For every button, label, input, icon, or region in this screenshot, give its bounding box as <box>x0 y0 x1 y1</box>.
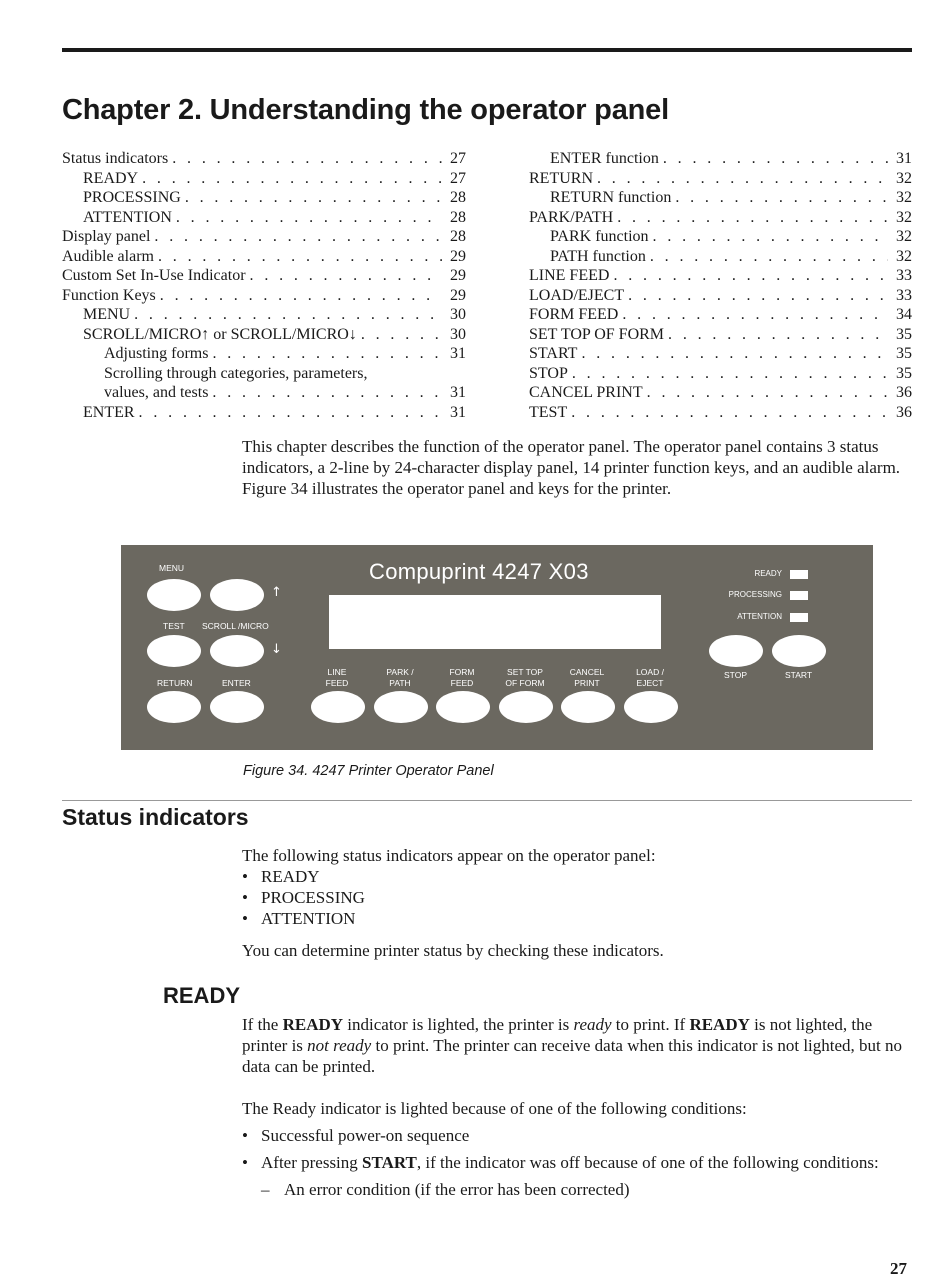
cancel-print-key[interactable] <box>561 691 615 723</box>
toc-leader-dots <box>176 209 442 227</box>
cancel-print-key-label: CANCEL PRINT <box>569 667 605 688</box>
toc-page-number: 28 <box>450 228 466 245</box>
attention-indicator-light <box>790 613 808 622</box>
toc-entry-title: LINE FEED <box>529 267 610 284</box>
form-feed-key[interactable] <box>436 691 490 723</box>
toc-entry[interactable] <box>62 150 466 170</box>
toc-page-number: 31 <box>450 403 466 421</box>
page-number: 27 <box>890 1259 907 1278</box>
stop-key-label: STOP <box>724 670 747 680</box>
toc-entry-title: ATTENTION <box>83 208 172 226</box>
toc-entry[interactable] <box>62 267 466 287</box>
toc-right-column <box>529 150 912 423</box>
toc-leader-dots <box>172 150 442 168</box>
toc-leader-dots <box>613 267 888 285</box>
toc-page-number: 27 <box>450 169 466 187</box>
toc-page-number: 28 <box>450 189 466 206</box>
toc-entry-title: FORM FEED <box>529 306 619 323</box>
panel-brand-label: Compuprint 4247 X03 <box>369 559 589 584</box>
toc-entry-title: MENU <box>83 306 131 323</box>
toc-page-number: 35 <box>896 364 912 382</box>
toc-page-number: 36 <box>896 403 912 421</box>
toc-leader-dots <box>572 365 888 383</box>
toc-page-number: 29 <box>450 247 466 265</box>
toc-leader-dots <box>663 150 888 168</box>
toc-entry-title: READY <box>83 169 139 187</box>
ready-indicator-label: READY <box>754 569 782 578</box>
toc-leader-dots <box>647 384 888 402</box>
line-feed-key-label: LINE FEED <box>325 667 349 688</box>
toc-page-number: 36 <box>896 384 912 401</box>
toc-page-number: 35 <box>896 325 912 343</box>
toc-entry[interactable] <box>62 306 466 326</box>
toc-entry[interactable] <box>62 365 466 385</box>
toc-leader-dots <box>617 209 888 227</box>
toc-entry-title: Scrolling through categories, parameters, <box>104 364 368 382</box>
ready-paragraph-1: If the READY indicator is lighted, the printer is ready to print. If READY is not lighted, the printer is not ready to print. The printer can receive data when this indicator is not lighted, but no data can be printed. <box>242 1015 903 1076</box>
operator-panel-figure <box>121 545 873 750</box>
toc-entry[interactable] <box>62 345 466 365</box>
toc-page-number: 32 <box>896 247 912 265</box>
toc-entry-title: ENTER <box>83 403 135 421</box>
toc-leader-dots <box>361 326 442 344</box>
toc-left-column <box>62 150 466 423</box>
ready-conditions-list <box>242 1125 902 1173</box>
ready-subconditions-list <box>242 1179 902 1200</box>
toc-page-number: 31 <box>896 150 912 167</box>
load-eject-key[interactable] <box>624 691 678 723</box>
toc-leader-dots <box>650 248 888 266</box>
status-indicator-list <box>242 866 902 929</box>
toc-page-number: 29 <box>450 267 466 284</box>
toc-page-number: 32 <box>896 208 912 226</box>
toc-entry[interactable] <box>529 404 912 424</box>
scroll-micro-down-key[interactable] <box>210 635 264 667</box>
toc-page-number: 30 <box>450 325 466 343</box>
toc-entry[interactable] <box>62 287 466 307</box>
toc-entry[interactable] <box>62 170 466 190</box>
scroll-micro-key-label: SCROLL /MICRO <box>202 621 269 631</box>
toc-leader-dots <box>154 228 442 246</box>
toc-entry-title: PROCESSING <box>83 189 181 206</box>
list-item: • ATTENTION <box>242 908 902 929</box>
toc-page-number: 32 <box>896 228 912 245</box>
set-top-of-form-key[interactable] <box>499 691 553 723</box>
menu-key-label: MENU <box>159 563 185 573</box>
toc-page-number: 27 <box>450 150 466 167</box>
top-rule <box>62 48 912 52</box>
toc-leader-dots <box>571 404 888 422</box>
list-item: – An error condition (if the error has been corrected) <box>242 1179 902 1200</box>
toc-page-number: 34 <box>896 306 912 323</box>
toc-entry[interactable] <box>529 170 912 190</box>
section-rule <box>62 800 912 801</box>
toc-page-number: 33 <box>896 286 912 304</box>
toc-entry-title: Custom Set In-Use Indicator <box>62 267 246 284</box>
ready-paragraph-2: The Ready indicator is lighted because of one of the following conditions: <box>242 1099 747 1118</box>
toc-leader-dots <box>653 228 888 246</box>
toc-leader-dots <box>628 287 888 305</box>
toc-leader-dots <box>250 267 442 285</box>
attention-indicator-label: ATTENTION <box>737 612 782 621</box>
toc-entry[interactable] <box>62 326 466 346</box>
toc-entry-title: SET TOP OF FORM <box>529 325 665 343</box>
toc-entry-title: values, and tests <box>104 384 209 401</box>
toc-entry[interactable] <box>529 287 912 307</box>
enter-key-label: ENTER <box>222 678 251 688</box>
toc-entry-title: LOAD/EJECT <box>529 286 625 304</box>
toc-page-number: 28 <box>450 208 466 226</box>
toc-leader-dots <box>675 189 888 207</box>
toc-entry[interactable] <box>529 248 912 268</box>
toc-page-number: 33 <box>896 267 912 284</box>
list-item: • READY <box>242 866 902 887</box>
toc-entry-title: STOP <box>529 364 568 382</box>
arrow-up-icon: ↑ <box>271 585 282 600</box>
toc-entry-title: CANCEL PRINT <box>529 384 643 401</box>
toc-entry[interactable] <box>62 189 466 209</box>
toc-entry-title: SCROLL/MICRO↑ or SCROLL/MICRO↓ <box>83 325 357 343</box>
return-key-label: RETURN <box>157 678 193 688</box>
toc-page-number: 35 <box>896 345 912 362</box>
toc-entry[interactable] <box>529 384 912 404</box>
toc-page-number: 30 <box>450 306 466 323</box>
figure-caption: Figure 34. 4247 Printer Operator Panel <box>243 763 494 779</box>
toc-entry[interactable] <box>529 267 912 287</box>
toc-leader-dots <box>139 404 442 422</box>
park-path-key-label: PARK / PATH <box>386 667 414 688</box>
processing-indicator-label: PROCESSING <box>728 590 782 599</box>
toc-entry-title: Audible alarm <box>62 247 154 265</box>
toc-entry-title: TEST <box>529 403 568 421</box>
stop-key[interactable] <box>709 635 763 667</box>
toc-entry-title: RETURN <box>529 169 593 187</box>
list-item: • After pressing START, if the indicator was off because of one of the following conditions: <box>242 1152 902 1173</box>
toc-entry-title: PARK/PATH <box>529 208 614 226</box>
toc-leader-dots <box>212 345 442 363</box>
toc-entry[interactable] <box>529 228 912 248</box>
chapter-title: Chapter 2. Understanding the operator panel <box>62 94 669 126</box>
toc-entry[interactable] <box>529 306 912 326</box>
toc-entry-title: Display panel <box>62 228 151 245</box>
test-key-label: TEST <box>163 621 185 631</box>
list-item: • Successful power-on sequence <box>242 1125 902 1146</box>
toc-leader-dots <box>668 326 888 344</box>
toc-entry[interactable] <box>62 384 466 404</box>
toc-entry-title: Function Keys <box>62 286 156 304</box>
toc-entry-title: PARK function <box>550 228 649 245</box>
toc-entry-title: ENTER function <box>550 150 659 167</box>
list-item: • PROCESSING <box>242 887 902 908</box>
toc-entry-title: Status indicators <box>62 150 169 167</box>
arrow-down-icon: ↓ <box>271 642 282 657</box>
status-indicators-body <box>242 845 902 961</box>
set-top-of-form-key-label: SET TOP OF FORM <box>505 667 545 688</box>
ready-indicator-light <box>790 570 808 579</box>
status-intro: The following status indicators appear on the operator panel: <box>242 846 656 865</box>
park-path-key[interactable] <box>374 691 428 723</box>
toc-entry-title: PATH function <box>550 247 646 265</box>
form-feed-key-label: FORM FEED <box>449 667 475 688</box>
toc-leader-dots <box>622 306 888 324</box>
ready-body <box>242 1014 902 1200</box>
toc-leader-dots <box>185 189 442 207</box>
start-key[interactable] <box>772 635 826 667</box>
toc-entry[interactable] <box>529 345 912 365</box>
toc-leader-dots <box>160 287 442 305</box>
processing-indicator-light <box>790 591 808 600</box>
start-key-label: START <box>785 670 813 680</box>
toc-entry[interactable] <box>529 209 912 229</box>
return-key[interactable] <box>147 691 201 723</box>
toc-leader-dots <box>212 384 442 402</box>
toc-page-number: 32 <box>896 189 912 206</box>
toc-page-number: 32 <box>896 169 912 187</box>
toc-page-number: 31 <box>450 384 466 401</box>
toc-entry-title: START <box>529 345 578 362</box>
panel-display <box>329 595 661 649</box>
line-feed-key[interactable] <box>311 691 365 723</box>
enter-key[interactable] <box>210 691 264 723</box>
chapter-intro: This chapter describes the function of the operator panel. The operator panel contains 3 status indicators, a 2-line by 24-character display panel, 14 printer function keys, and an audible alarm. Figure 34 illustrates the operator panel and keys for the printer. <box>242 437 901 498</box>
toc-leader-dots <box>597 170 888 188</box>
toc-entry[interactable] <box>62 248 466 268</box>
ready-heading: READY <box>163 983 241 1008</box>
toc-leader-dots <box>158 248 442 266</box>
toc-leader-dots <box>134 306 442 324</box>
toc-page-number: 29 <box>450 286 466 304</box>
status-indicators-heading: Status indicators <box>62 804 249 830</box>
toc-leader-dots <box>142 170 442 188</box>
toc-entry-title: RETURN function <box>550 189 672 206</box>
toc-page-number: 31 <box>450 345 466 362</box>
toc-entry[interactable] <box>529 189 912 209</box>
scroll-micro-up-key[interactable] <box>210 579 264 611</box>
toc-entry[interactable] <box>62 209 466 229</box>
status-closing: You can determine printer status by checking these indicators. <box>242 941 664 960</box>
menu-key[interactable] <box>147 579 201 611</box>
toc-leader-dots <box>581 345 888 363</box>
load-eject-key-label: LOAD / EJECT <box>636 667 664 688</box>
toc-entry-title: Adjusting forms <box>104 345 209 362</box>
toc-entry[interactable] <box>62 228 466 248</box>
test-key[interactable] <box>147 635 201 667</box>
toc-entry[interactable] <box>529 326 912 346</box>
toc-entry[interactable] <box>62 404 466 424</box>
toc-entry[interactable] <box>529 150 912 170</box>
toc-entry[interactable] <box>529 365 912 385</box>
